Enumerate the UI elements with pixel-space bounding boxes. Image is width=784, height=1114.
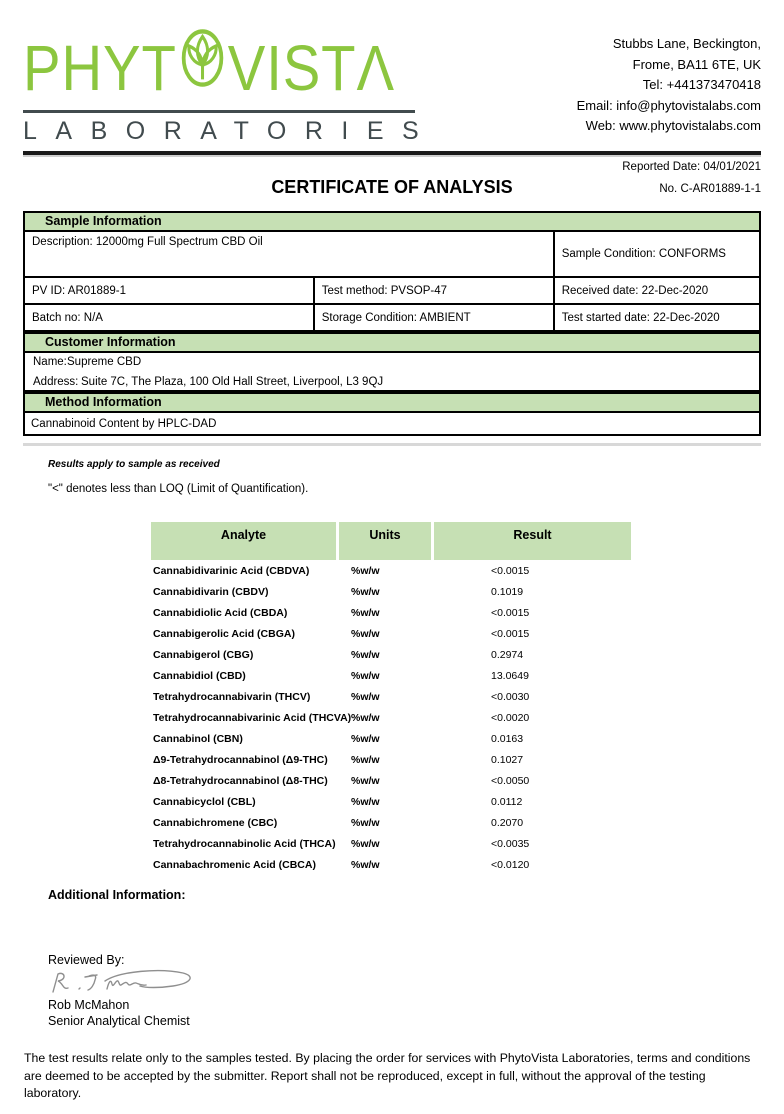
analyte-name: Δ8-Tetrahydrocannabinol (Δ8-THC) bbox=[153, 774, 328, 787]
sample-information-table bbox=[23, 232, 761, 332]
column-header-result: Result bbox=[434, 522, 631, 560]
sample-information-header: Sample Information bbox=[23, 211, 761, 232]
sample-description: Description: 12000mg Full Spectrum CBD Oil bbox=[32, 236, 263, 248]
analyte-name: Cannabidiol (CBD) bbox=[153, 669, 246, 682]
table-row bbox=[25, 232, 759, 276]
customer-information-header: Customer Information bbox=[23, 332, 761, 353]
analyte-name: Δ9-Tetrahydrocannabinol (Δ9-THC) bbox=[153, 753, 328, 766]
analyte-units: %w/w bbox=[351, 627, 380, 640]
header bbox=[23, 0, 761, 146]
analyte-units: %w/w bbox=[351, 669, 380, 682]
results-table bbox=[151, 522, 631, 875]
results-note: Results apply to sample as received bbox=[48, 459, 220, 470]
batch-no: Batch no: N/A bbox=[32, 311, 103, 324]
analyte-units: %w/w bbox=[351, 564, 380, 577]
analyte-units: %w/w bbox=[351, 795, 380, 808]
reviewer-title: Senior Analytical Chemist bbox=[48, 1014, 190, 1028]
signature-image bbox=[45, 967, 205, 997]
analyte-units: %w/w bbox=[351, 858, 380, 871]
analyte-name: Cannabichromene (CBC) bbox=[153, 816, 278, 829]
analyte-name: Cannabidiolic Acid (CBDA) bbox=[153, 606, 288, 619]
logo-subtitle: LABORATORIES bbox=[23, 117, 438, 145]
test-started-date: Test started date: 22-Dec-2020 bbox=[553, 305, 759, 330]
analyte-result: 0.2070 bbox=[491, 816, 524, 829]
analyte-units: %w/w bbox=[351, 690, 380, 703]
contact-line: Email: info@phytovistalabs.com bbox=[576, 97, 761, 113]
analyte-name: Cannabicyclol (CBL) bbox=[153, 795, 256, 808]
analyte-units: %w/w bbox=[351, 585, 380, 598]
contact-line: Stubbs Lane, Beckington, bbox=[612, 36, 761, 51]
analyte-units: %w/w bbox=[351, 648, 380, 661]
analyte-units: %w/w bbox=[351, 837, 380, 850]
customer-name bbox=[33, 356, 141, 368]
test-method: Test method: PVSOP-47 bbox=[313, 278, 553, 303]
column-header-analyte: Analyte bbox=[151, 522, 336, 560]
analyte-name: Cannabachromenic Acid (CBCA) bbox=[153, 858, 316, 871]
customer-address-label: Address: bbox=[33, 376, 79, 388]
analyte-result: 13.0649 bbox=[491, 669, 529, 682]
analyte-result: <0.0020 bbox=[491, 711, 530, 724]
section-divider bbox=[23, 443, 761, 446]
analyte-result: 0.2974 bbox=[491, 648, 524, 661]
analyte-name: Cannabidivarin (CBDV) bbox=[153, 585, 269, 598]
results-row bbox=[151, 581, 631, 602]
customer-address-value: Suite 7C, The Plaza, 100 Old Hall Street, Liverpool, L3 9QJ bbox=[81, 376, 384, 388]
logo-wordmark bbox=[23, 28, 395, 108]
analyte-result: 0.1027 bbox=[491, 753, 524, 766]
table-row bbox=[25, 303, 759, 330]
results-row bbox=[151, 728, 631, 749]
analyte-name: Tetrahydrocannabinolic Acid (THCA) bbox=[153, 837, 336, 850]
results-row bbox=[151, 644, 631, 665]
lab-contact-info bbox=[577, 28, 761, 137]
customer-information-box bbox=[23, 353, 761, 392]
results-row bbox=[151, 623, 631, 644]
analyte-name: Cannabinol (CBN) bbox=[153, 732, 243, 745]
title-block bbox=[23, 161, 761, 211]
analyte-units: %w/w bbox=[351, 816, 380, 829]
logo-text-lambda-a: Λ bbox=[356, 32, 395, 104]
analyte-units: %w/w bbox=[351, 753, 380, 766]
analyte-result: <0.0015 bbox=[491, 627, 530, 640]
analyte-name: Cannabigerol (CBG) bbox=[153, 648, 254, 661]
reviewer-name: Rob McMahon bbox=[48, 998, 130, 1012]
results-row bbox=[151, 707, 631, 728]
results-row bbox=[151, 749, 631, 770]
results-row bbox=[151, 602, 631, 623]
received-date: Received date: 22-Dec-2020 bbox=[553, 278, 759, 303]
additional-information-label: Additional Information: bbox=[48, 888, 186, 902]
contact-line: Web: www.phytovistalabs.com bbox=[585, 118, 761, 133]
phytovista-logo bbox=[23, 28, 438, 146]
analyte-name: Tetrahydrocannabivarin (THCV) bbox=[153, 690, 311, 703]
method-information-box bbox=[23, 413, 761, 436]
logo-text-phyt: PHYT bbox=[23, 32, 177, 104]
analyte-result: 0.1019 bbox=[491, 585, 524, 598]
reported-date: Reported Date: 04/01/2021 bbox=[622, 161, 761, 173]
results-row bbox=[151, 665, 631, 686]
analyte-result: <0.0035 bbox=[491, 837, 530, 850]
results-row bbox=[151, 560, 631, 581]
results-table-header bbox=[151, 522, 631, 560]
leaf-emblem-icon bbox=[179, 28, 225, 102]
footer-disclaimer: The test results relate only to the samples tested. By placing the order for services with PhytoVista Laboratories, terms and conditions are deemed to be accepted by the submitter. Report shall not be reproduced, except in full, without the approval of the testing laboratory. bbox=[24, 1051, 751, 1100]
sample-condition: Sample Condition: CONFORMS bbox=[553, 232, 759, 276]
analyte-result: 0.0112 bbox=[491, 795, 523, 808]
results-row bbox=[151, 770, 631, 791]
certificate-number: No. C-AR01889-1-1 bbox=[659, 183, 761, 195]
analyte-units: %w/w bbox=[351, 606, 380, 619]
header-divider-bar bbox=[23, 151, 761, 155]
analyte-result: 0.0163 bbox=[491, 732, 524, 745]
storage-condition: Storage Condition: AMBIENT bbox=[313, 305, 553, 330]
customer-name-value: Supreme CBD bbox=[67, 356, 142, 368]
analyte-result: <0.0120 bbox=[491, 858, 530, 871]
logo-divider bbox=[23, 110, 415, 113]
column-header-units: Units bbox=[339, 522, 431, 560]
analyte-name: Cannabigerolic Acid (CBGA) bbox=[153, 627, 295, 640]
customer-name-label: Name: bbox=[33, 356, 67, 368]
analyte-units: %w/w bbox=[351, 774, 380, 787]
method-information-header: Method Information bbox=[23, 392, 761, 413]
loq-note: "<" denotes less than LOQ (Limit of Quantification). bbox=[48, 483, 309, 495]
analyte-result: <0.0015 bbox=[491, 564, 530, 577]
contact-line: Tel: +441373470418 bbox=[642, 77, 761, 92]
analyte-units: %w/w bbox=[351, 711, 380, 724]
analyte-name: Cannabidivarinic Acid (CBDVA) bbox=[153, 564, 310, 577]
contact-line: Frome, BA11 6TE, UK bbox=[632, 56, 761, 72]
results-row bbox=[151, 833, 631, 854]
reviewed-by-label: Reviewed By: bbox=[48, 953, 125, 967]
pv-id: PV ID: AR01889-1 bbox=[32, 284, 126, 297]
analyte-result: <0.0050 bbox=[491, 774, 530, 787]
logo-text-vist: VIST bbox=[227, 32, 357, 104]
analyte-result: <0.0015 bbox=[491, 606, 530, 619]
method-description: Cannabinoid Content by HPLC-DAD bbox=[31, 417, 217, 430]
results-row bbox=[151, 854, 631, 875]
results-row bbox=[151, 812, 631, 833]
table-row bbox=[25, 276, 759, 303]
results-row bbox=[151, 686, 631, 707]
results-row bbox=[151, 791, 631, 812]
customer-address bbox=[33, 376, 383, 388]
analyte-name: Tetrahydrocannabivarinic Acid (THCVA) bbox=[153, 711, 352, 724]
analyte-units: %w/w bbox=[351, 732, 380, 745]
page-title: CERTIFICATE OF ANALYSIS bbox=[271, 177, 513, 197]
analyte-result: <0.0030 bbox=[491, 690, 530, 703]
